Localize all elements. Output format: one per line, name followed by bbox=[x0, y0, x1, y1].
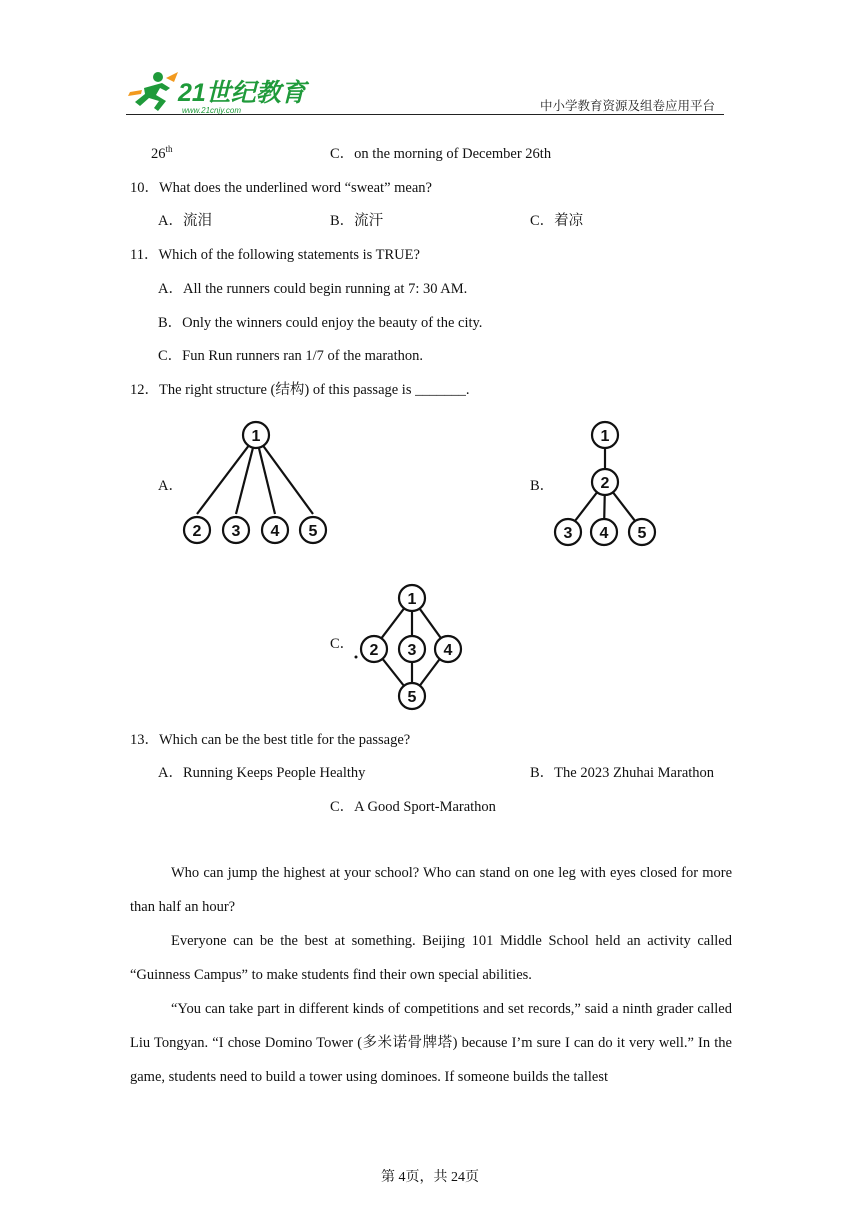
q13-option-a: A．Running Keeps People Healthy bbox=[158, 765, 366, 781]
node-4: 4 bbox=[599, 525, 609, 542]
logo-url-text: www.21cnjy.com bbox=[182, 106, 241, 115]
q11-option-b: B．Only the winners could enjoy the beauty of the city. bbox=[158, 315, 483, 331]
q11-stem: 11．Which of the following statements is TRUE? bbox=[130, 247, 420, 263]
q11-option-c: C．Fun Run runners ran 1/7 of the marathon. bbox=[158, 348, 423, 364]
q12-option-c-label: C． bbox=[330, 636, 355, 652]
prev-option-c: C．on the morning of December 26th bbox=[330, 146, 552, 162]
prev-option-b: 26th bbox=[151, 144, 173, 162]
node-3: 3 bbox=[231, 523, 241, 540]
node-2: 2 bbox=[600, 475, 610, 492]
node-4: 4 bbox=[270, 523, 280, 540]
q13-stem: 13．Which can be the best title for the passage? bbox=[130, 732, 411, 748]
node-4: 4 bbox=[443, 642, 453, 659]
passage-paragraph-1: Who can jump the highest at your school? Who can stand on one leg with eyes closed for more than half an hour? bbox=[130, 865, 732, 915]
q10-option-b: B．流汗 bbox=[330, 213, 384, 229]
node-5: 5 bbox=[407, 689, 417, 706]
q12-stem: 12．The right structure (结构) of this passage is _______. bbox=[130, 382, 470, 398]
page-number: 第 4页，共 24页 bbox=[381, 1170, 479, 1185]
q12-option-a-diagram bbox=[180, 420, 332, 550]
q12-option-a-label: A． bbox=[158, 478, 183, 494]
q13-option-c: C．A Good Sport-Marathon bbox=[330, 799, 496, 815]
passage-paragraph-3: “You can take part in different kinds of competitions and set records,” said a ninth grader called Liu Tongyan. “I chose Domino Tower (多米诺骨牌塔) because I’m sure I can do it very well.” In the game, students need to build a tower using dominoes. If someone builds the tallest bbox=[130, 1001, 732, 1085]
q11-option-a: A．All the runners could begin running at 7: 30 AM. bbox=[158, 281, 468, 297]
q10-stem: 10．What does the underlined word “sweat” mean? bbox=[130, 180, 432, 196]
node-3: 3 bbox=[407, 642, 417, 659]
q12-option-b-label: B． bbox=[530, 478, 555, 494]
site-logo bbox=[122, 68, 306, 118]
node-5: 5 bbox=[637, 525, 647, 542]
q10-option-a: A．流泪 bbox=[158, 213, 212, 229]
q13-option-b: B．The 2023 Zhuhai Marathon bbox=[530, 765, 715, 781]
node-2: 2 bbox=[192, 523, 202, 540]
header-divider bbox=[126, 114, 724, 115]
node-5: 5 bbox=[308, 523, 318, 540]
node-2: 2 bbox=[369, 642, 379, 659]
runner-logo-icon bbox=[122, 68, 306, 118]
logo-main-text: 21世纪教育 bbox=[178, 79, 306, 107]
node-3: 3 bbox=[563, 525, 573, 542]
passage-paragraph-2: Everyone can be the best at something. Beijing 101 Middle School held an activity called “Guinness Campus” to make students find their own special abilities. bbox=[130, 933, 732, 983]
node-1: 1 bbox=[600, 428, 610, 445]
node-1: 1 bbox=[251, 428, 261, 445]
q10-option-c: C．着凉 bbox=[530, 213, 584, 229]
q12-option-c-diagram bbox=[352, 582, 464, 712]
node-1: 1 bbox=[407, 591, 417, 608]
header-platform-text: 中小学教育资源及组卷应用平台 bbox=[540, 98, 716, 113]
q12-option-b-diagram bbox=[550, 418, 662, 552]
